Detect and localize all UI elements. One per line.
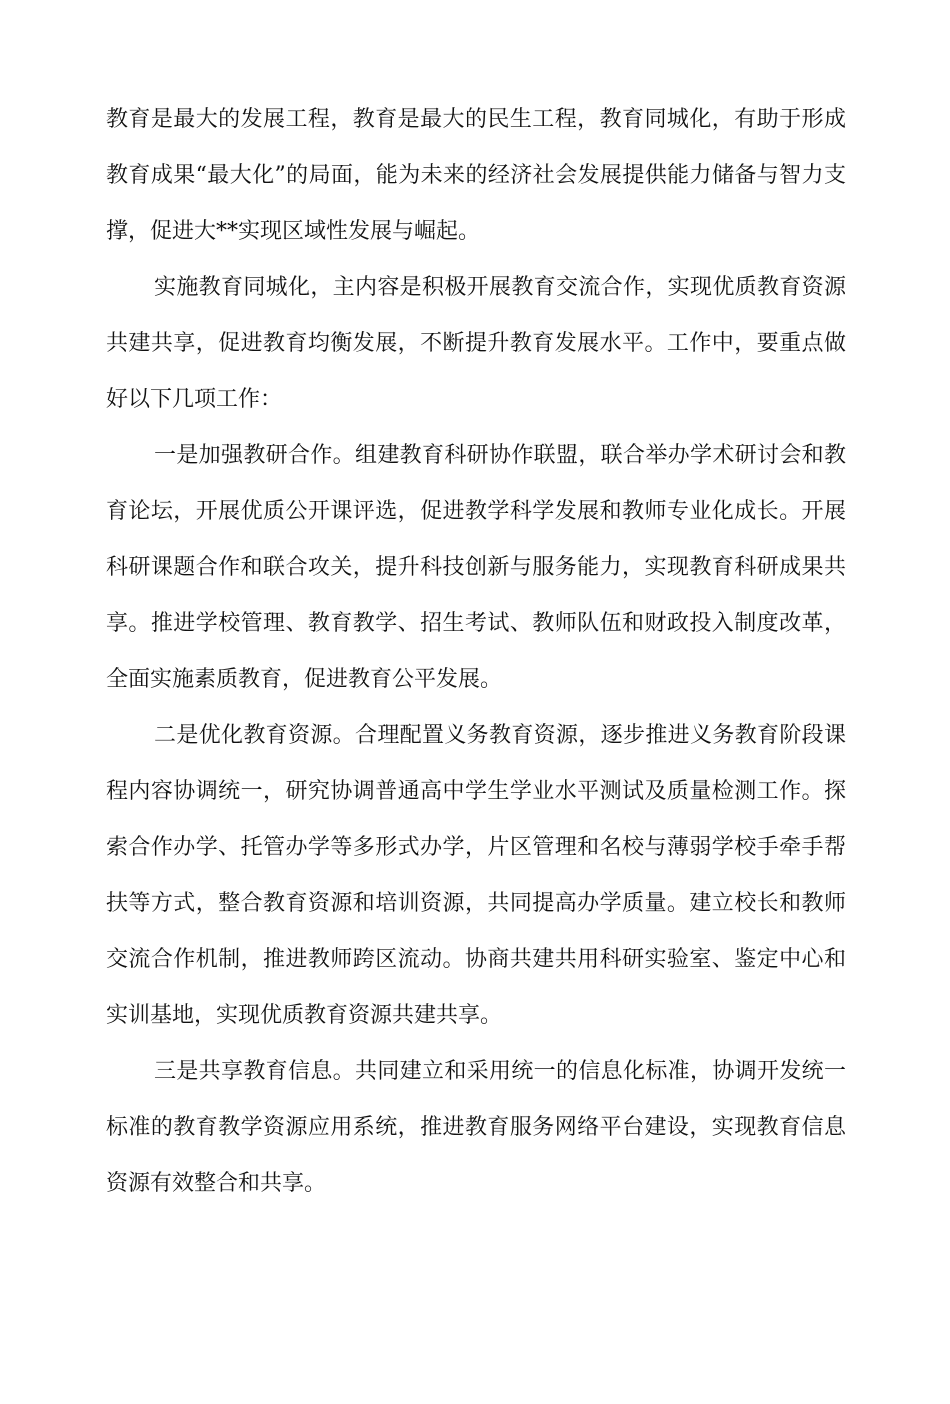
paragraph-share-information: 三是共享教育信息。共同建立和采用统一的信息化标准，协调开发统一标准的教育教学资源应用系统，推进教育服务网络平台建设，实现教育信息资源有效整合和共享。	[106, 1059, 846, 1196]
paragraph-intro: 教育是最大的发展工程，教育是最大的民生工程，教育同城化，有助于形成教育成果“最大化”的局面，能为未来的经济社会发展提供能力储备与智力支撑，促进大**实现区域性发展与崛起。	[106, 107, 846, 244]
paragraph-optimize-resources: 二是优化教育资源。合理配置义务教育资源，逐步推进义务教育阶段课程内容协调统一，研究协调普通高中学生学业水平测试及质量检测工作。探索合作办学、托管办学等多形式办学，片区管理和名校与薄弱学校手牵手帮扶等方式，整合教育资源和培训资源，共同提高办学质量。建立校长和教师交流合作机制，推进教师跨区流动。协商共建共用科研实验室、鉴定中心和实训基地，实现优质教育资源共建共享。	[106, 723, 846, 1028]
document-body	[106, 92, 846, 1212]
paragraph-research-cooperation: 一是加强教研合作。组建教育科研协作联盟，联合举办学术研讨会和教育论坛，开展优质公开课评选，促进教学科学发展和教师专业化成长。开展科研课题合作和联合攻关，提升科技创新与服务能力，实现教育科研成果共享。推进学校管理、教育教学、招生考试、教师队伍和财政投入制度改革，全面实施素质教育，促进教育公平发展。	[106, 443, 846, 692]
paragraph-overview: 实施教育同城化，主内容是积极开展教育交流合作，实现优质教育资源共建共享，促进教育均衡发展，不断提升教育发展水平。工作中，要重点做好以下几项工作：	[106, 275, 846, 412]
